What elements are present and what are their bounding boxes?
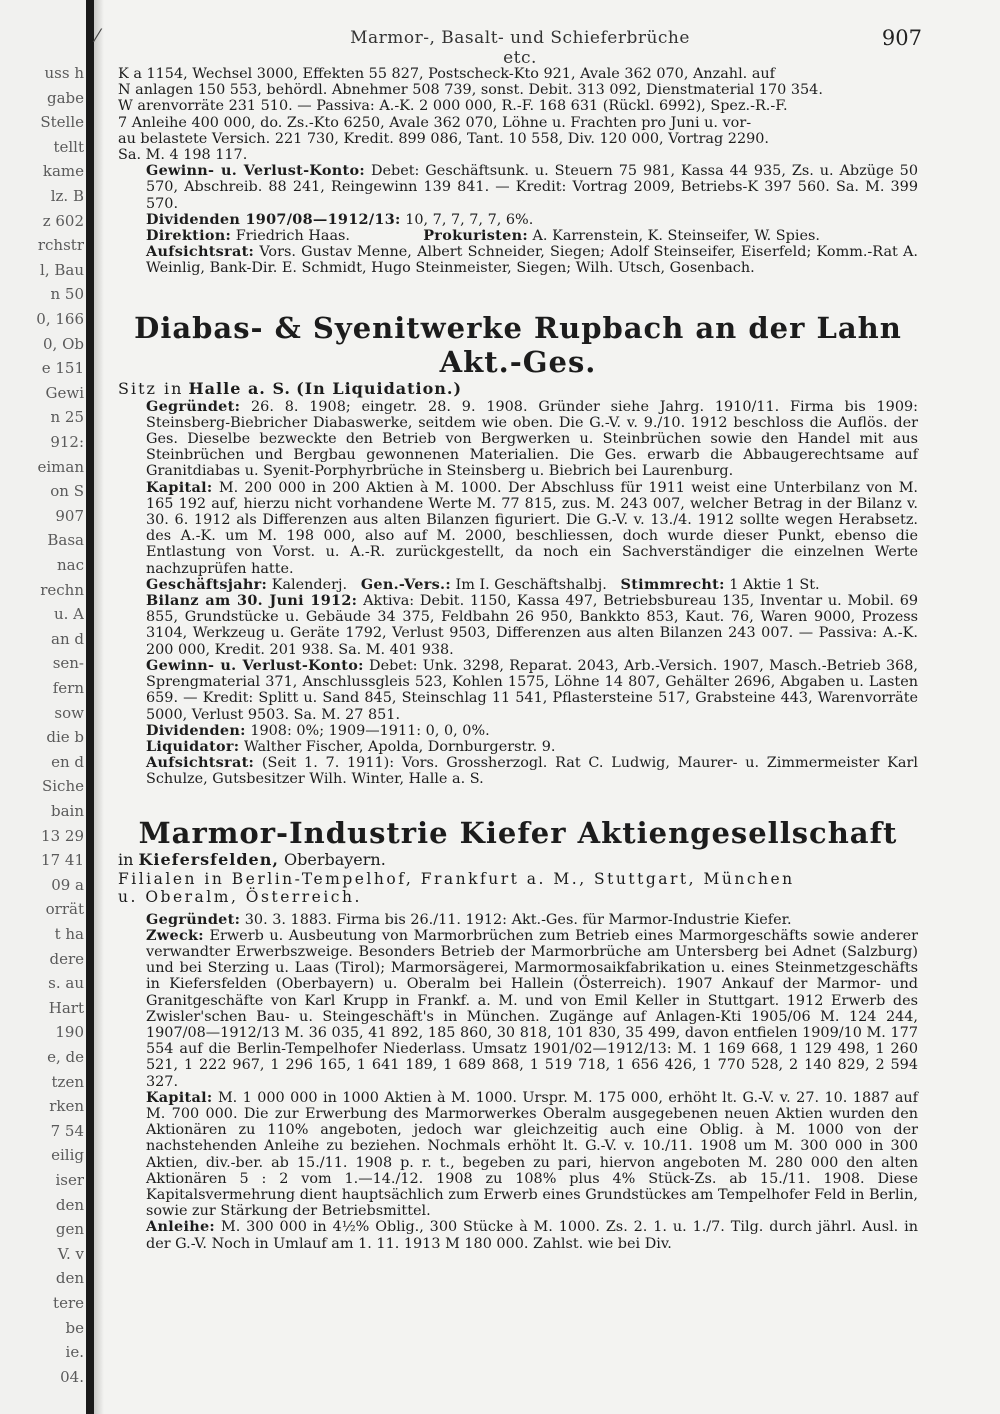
prev-board-section xyxy=(118,244,918,276)
text-column xyxy=(118,66,918,1252)
section-balance xyxy=(118,593,918,658)
section-text: 10, 7, 7, 7, 7, 6%. xyxy=(405,211,534,228)
branches-line: Filialen in Berlin-Tempelhof, Frankfurt a. M., Stuttgart, München xyxy=(118,869,795,888)
section-purpose xyxy=(118,928,918,1090)
left-edge-fragment: rechn xyxy=(40,580,84,599)
left-edge-fragment: sen- xyxy=(52,654,84,673)
left-edge-fragment: gen xyxy=(55,1220,84,1239)
balance-line: N anlagen 150 553, behördl. Abnehmer 508 739, sonst. Debit. 313 092, Dienstmaterial 170 354. xyxy=(118,82,823,99)
left-edge-fragment: l, Bau xyxy=(40,260,84,279)
section-text: Aktiva: Debit. 1150, Kassa 497, Betriebsbureau 135, Inventar u. Mobil. 69 855, Grundstücke u. Gebäude 34 375, Feldbahn 26 950, Bankkto 853, Kaut. 76, Waren 9000, Prozess 3104, Werkzeug u. Geräte 1792, Verlust 9503, Differenzen aus alten Bilanzen 243 007. — Passiva: A.-K. 200 000, Kredit. 201 938. Sa. M. 401 938. xyxy=(146,593,919,658)
prev-dividends-section xyxy=(118,212,918,228)
left-edge-fragment: tellt xyxy=(53,137,84,156)
section-label: Prokuristen: xyxy=(423,227,528,245)
left-edge-fragment: iser xyxy=(55,1171,84,1189)
section-board xyxy=(118,755,918,787)
prev-gv-section xyxy=(118,163,918,212)
running-title: Marmor-, Basalt- und Schieferbrüche etc. xyxy=(350,28,690,68)
balance-line: Sa. M. 4 198 117. xyxy=(118,147,248,164)
seat-prefix: in xyxy=(118,849,134,869)
left-edge-fragment: orrät xyxy=(45,900,84,919)
section-liquidator xyxy=(118,739,918,755)
left-edge-fragment: die b xyxy=(46,728,84,747)
section-label: Gegründet: xyxy=(146,910,241,928)
left-edge-fragment: V. v xyxy=(57,1244,84,1263)
left-edge-fragment: Stelle xyxy=(40,113,84,132)
seat-city: Halle a. S. xyxy=(188,378,291,398)
prev-company-balance xyxy=(118,66,918,163)
left-edge-fragment: z 602 xyxy=(42,211,84,230)
left-edge-fragment: kame xyxy=(42,162,84,181)
section-dividends xyxy=(118,723,918,739)
left-edge-fragment: tere xyxy=(53,1294,84,1312)
balance-line: W arenvorräte 231 510. — Passiva: A.-K. 2 000 000, R.-F. 168 631 (Rückl. 6992), Spez.-R.-F. xyxy=(118,98,788,115)
left-edge-fragment: u. A xyxy=(53,605,84,624)
left-edge-fragment: ie. xyxy=(65,1343,84,1362)
balance-line: K a 1154, Wechsel 3000, Effekten 55 827, Postscheck-Kto 921, Avale 362 070, Anzahl. auf xyxy=(118,66,775,82)
left-edge-fragment: 13 29 xyxy=(41,826,84,845)
left-edge-fragment: den xyxy=(55,1269,84,1288)
left-edge-fragment: dere xyxy=(49,949,84,968)
seat-suffix: Oberbayern. xyxy=(283,849,386,869)
left-page-edge xyxy=(0,0,86,1414)
left-edge-fragment: s. au xyxy=(48,974,84,993)
company-seat xyxy=(118,379,918,399)
section-profit-loss xyxy=(118,658,918,723)
section-label: Aufsichtsrat: xyxy=(146,754,255,772)
section-text: Debet: Unk. 3298, Reparat. 2043, Arb.-Versich. 1907, Masch.-Betrieb 368, Sprengmaterial 371, Anschlussgleis 523, Kohlen 1575, Löhne 14 807, Gehälter 2696, Abgaben u. Lasten 659. — Kredit: Splitt u. Sand 845, Steinschlag 11 541, Pflastersteine 517, Grabsteine 443, Warenvorräte 5000, Verlust 9503. Sa. M. 27 851. xyxy=(146,657,918,723)
section-capital xyxy=(118,480,918,577)
company-title: Marmor-Industrie Kiefer Aktiengesellschaft xyxy=(138,815,898,850)
left-edge-fragment: on S xyxy=(50,482,84,501)
seat-city: Kiefersfelden, xyxy=(138,849,279,869)
left-edge-fragment: eiman xyxy=(37,457,84,476)
left-edge-fragment: n 25 xyxy=(50,408,84,427)
section-text: A. Karrenstein, K. Steinseifer, W. Spies. xyxy=(532,228,820,245)
section-founded xyxy=(118,912,918,928)
left-edge-fragment: 04. xyxy=(60,1367,84,1386)
left-edge-fragment: rken xyxy=(49,1097,84,1116)
left-edge-fragment: sow xyxy=(54,703,84,722)
left-edge-fragment: rchstr xyxy=(37,236,84,255)
page-number: 907 xyxy=(881,26,922,50)
left-edge-fragment: 907 xyxy=(55,506,84,525)
section-label: Zweck: xyxy=(146,926,204,944)
section-label: Anleihe: xyxy=(146,1218,216,1236)
balance-line: au belastete Versich. 221 730, Kredit. 899 086, Tant. 10 558, Div. 120 000, Vortrag 2290. xyxy=(118,130,769,147)
section-text: 1908: 0%; 1909—1911: 0, 0, 0%. xyxy=(250,722,490,739)
left-edge-fragment: bain xyxy=(50,802,84,820)
binding-gutter xyxy=(86,0,94,1414)
left-edge-fragment: Basa xyxy=(47,531,84,550)
section-label: Liquidator: xyxy=(146,737,240,755)
seat-prefix: Sitz in xyxy=(118,378,184,398)
section-text: Debet: Geschäftsunk. u. Steuern 75 981, Kassa 44 935, Zs. u. Abzüge 50 570, Abschreib. 88 241, Reingewinn 139 841. — Kredit: Vortrag 2009, Betriebs-K 397 560. Sa. M. 399 570. xyxy=(146,163,918,212)
section-label: Geschäftsjahr: xyxy=(146,575,268,593)
section-fiscal-year xyxy=(118,577,918,593)
left-edge-fragment: e, de xyxy=(47,1048,84,1066)
section-text: Kalenderj. xyxy=(271,576,348,593)
section-label: Aufsichtsrat: xyxy=(146,243,255,261)
section-text: Vors. Gustav Menne, Albert Schneider, Siegen; Adolf Steinseifer, Eiserfeld; Komm.-Rat A. Weinlig, Bank-Dir. E. Schmidt, Hugo Steinmeister, Siegen; Wilh. Utsch, Gosenbach. xyxy=(146,244,918,277)
section-text: 1 Aktie 1 St. xyxy=(729,576,820,593)
company-title: Diabas- & Syenitwerke Rupbach an der Lahn Akt.-Ges. xyxy=(134,310,902,379)
section-loan xyxy=(118,1219,918,1251)
left-edge-fragment: Siche xyxy=(41,777,84,796)
left-edge-fragment: nac xyxy=(56,556,84,574)
section-label: Bilanz am 30. Juni 1912: xyxy=(146,592,358,610)
left-edge-fragment: Gewi xyxy=(45,383,84,402)
gutter-shadow xyxy=(94,0,104,1414)
company-seat xyxy=(118,850,918,870)
section-founded xyxy=(118,399,918,480)
left-edge-fragment: uss h xyxy=(44,64,84,82)
left-edge-fragment: den xyxy=(55,1195,84,1214)
left-edge-fragment: t ha xyxy=(54,925,84,943)
left-edge-fragment: tzen xyxy=(51,1072,84,1091)
balance-line: 7 Anleihe 400 000, do. Zs.-Kto 6250, Avale 362 070, Löhne u. Frachten pro Juni u. vor- xyxy=(118,114,752,131)
section-text: M. 1 000 000 in 1000 Aktien à M. 1000. Urspr. M. 175 000, erhöht lt. G.-V. v. 27. 10. 1887 auf M. 700 000. Die zur Erwerbung des Marmorwerkes Oberalm ausgegebenen neuen Aktien wurden den Aktionären zu 110% angeboten, jedoch war gleichzeitig auch eine Oblig. à M. 1000 von der nachstehenden Anleihe zu beziehen. Nochmals erhöht lt. G.-V. v. 10./11. 1908 um M. 300 000 in 300 Aktien, div.-ber. ab 15./11. 1908 p. r. t., begeben zu pari, hiervon angeboten M. 280 000 den alten Aktionären 5 : 2 vom 1.—14./12. 1908 zu 108% plus 4% Stück-Zs. ab 15./11. 1908. Diese Kapitalsvermehrung dient hauptsächlich zum Erwerb eines Grundstückes am Tempelhofer Feld in Berlin, sowie zur Stärkung der Betriebsmittel. xyxy=(146,1089,918,1220)
seat-note: (In Liquidation.) xyxy=(296,378,463,398)
section-text: Im I. Geschäftshalbj. xyxy=(455,576,607,593)
left-edge-fragment: e 151 xyxy=(41,359,84,378)
left-edge-fragment: an d xyxy=(51,629,84,648)
left-edge-fragment: en d xyxy=(51,752,84,771)
branches-line: u. Oberalm, Österreich. xyxy=(118,887,362,906)
section-label: Direktion: xyxy=(146,227,232,245)
company1-sections xyxy=(118,399,918,788)
section-label: Dividenden 1907/08—1912/13: xyxy=(146,210,401,228)
section-text: M. 300 000 in 4½% Oblig., 300 Stücke à M. 1000. Zs. 2. 1. u. 1./7. Tilg. durch jährl. Ausl. in der G.-V. Noch in Umlauf am 1. 11. 1913 M 180 000. Zahlst. wie bei Div. xyxy=(146,1219,918,1252)
section-label: Dividenden: xyxy=(146,721,246,739)
section-label: Gegründet: xyxy=(146,397,241,415)
left-edge-fragment: lz. B xyxy=(50,187,84,205)
section-label: Gen.-Vers.: xyxy=(360,575,451,593)
left-edge-fragment: 17 41 xyxy=(41,851,84,870)
section-text: (Seit 1. 7. 1911): Vors. Grossherzogl. Rat C. Ludwig, Maurer- u. Zimmermeister Karl Schulze, Gutsbesitzer Wilh. Winter, Halle a. S. xyxy=(146,755,918,788)
left-edge-fragment: 0, 166 xyxy=(36,310,84,328)
left-edge-fragment: gabe xyxy=(46,88,84,107)
left-edge-fragment: 912: xyxy=(50,433,84,451)
section-label: Gewinn- u. Verlust-Konto: xyxy=(146,656,364,674)
left-edge-fragment: 7 54 xyxy=(50,1121,84,1140)
section-capital xyxy=(118,1090,918,1220)
section-text: Friedrich Haas. xyxy=(235,228,350,245)
left-edge-fragment: Hart xyxy=(48,998,84,1017)
left-edge-fragment: 09 a xyxy=(51,875,84,894)
section-text: 26. 8. 1908; eingetr. 28. 9. 1908. Gründer siehe Jahrg. 1910/11. Firma bis 1909: Steinsberg-Biebricher Diabaswerke, seitdem wie oben. Die G.-V. v. 9./10. 1912 beschloss die Auflös. der Ges. Dieselbe bezweckte den Betrieb von Bergwerken u. Steinbrüchen sowie den Handel mit aus Steinbrüchen und Bergbau gewonnenen Materialien. Die Ges. erwarb die Abbaugerechtsame auf Granitdiabas u. Syenit-Porphyrbrüche in Steinsberg u. Biebrich bei Laurenburg. xyxy=(146,398,918,480)
section-text: 30. 3. 1883. Firma bis 26./11. 1912: Akt.-Ges. für Marmor-Industrie Kiefer. xyxy=(244,911,792,928)
left-edge-fragment: 0, Ob xyxy=(43,334,84,353)
left-edge-fragment: eilig xyxy=(51,1146,84,1165)
section-text: Walther Fischer, Apolda, Dornburgerstr. 9. xyxy=(243,738,556,755)
left-edge-fragment: 190 xyxy=(55,1023,84,1042)
left-edge-fragment: fern xyxy=(52,679,84,697)
company2-sections xyxy=(118,912,918,1252)
section-label: Kapital: xyxy=(146,1088,213,1106)
section-label: Gewinn- u. Verlust-Konto: xyxy=(146,162,365,180)
left-edge-fragment: n 50 xyxy=(50,285,84,304)
left-edge-fragment: be xyxy=(65,1318,84,1337)
section-text: M. 200 000 in 200 Aktien à M. 1000. Der Abschluss für 1911 weist eine Unterbilanz von M. 165 192 auf, hierzu nicht vorhandene Werte M. 77 815, zus. M. 243 007, welcher Betrag in der Bilanz v. 30. 6. 1912 als Differenzen aus alten Bilanzen figuriert. Die G.-V. v. 13./4. 1912 sollte wegen Herabsetz. des A.-K. um M. 198 000, also auf M. 2000, beschliessen, doch wurde dieser Punkt, ebenso die Entlastung von Vorst. u. A.-R. zurückgestellt, da noch ein Sachverständiger die einzelnen Werte nachzuprüfen hatte. xyxy=(146,479,918,577)
prev-direction-section xyxy=(118,228,918,244)
section-text: Erwerb u. Ausbeutung von Marmorbrüchen zum Betrieb eines Marmorgeschäfts sowie anderer verwandter Erwerbszweige. Besonders Betrieb der Marmorbrüche am Untersberg bei Adnet (Salzburg) und bei Sterzing u. Laas (Tirol); Marmorsägerei, Marmormosaikfabrikation u. eines Steinmetzgeschäfts in Kiefersfelden (Oberbayern) u. Oberalm bei Hallein (Österreich). 1907 Ankauf der Marmor- und Granitgeschäfte von Karl Krupp in Frankf. a. M. und von Emil Keller in Stuttgart. 1912 Erwerb des Zwisler'schen Bau- u. Steingeschäft's in München. Zugänge auf Anlagen-Kti 1905/06 M. 124 244, 1907/08—1912/13 M. 36 035, 41 892, 185 860, 30 818, 101 830, 35 499, davon entfielen 1909/10 M. 177 554 auf die Berlin-Tempelhofer Niederlass. Umsatz 1901/02—1912/13: M. 1 169 668, 1 129 498, 1 260 521, 1 222 967, 1 296 165, 1 641 189, 1 689 868, 1 519 718, 1 656 426, 1 770 528, 2 140 829, 2 594 327. xyxy=(146,927,918,1090)
margin-mark: ⁄ xyxy=(96,26,100,47)
section-label: Stimmrecht: xyxy=(620,575,725,593)
section-label: Kapital: xyxy=(146,478,213,496)
